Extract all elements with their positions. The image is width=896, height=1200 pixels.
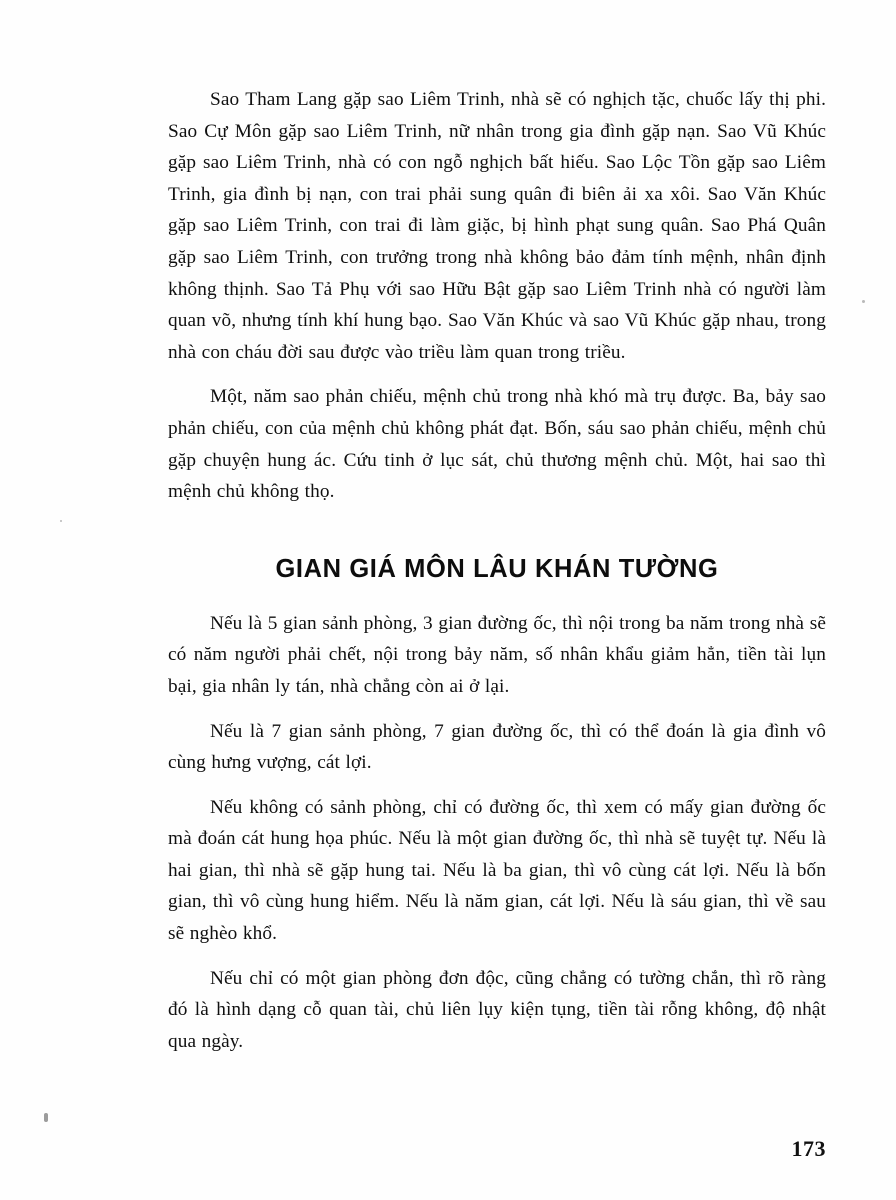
paragraph-5: Nếu không có sảnh phòng, chỉ có đường ốc, thì xem có mấy gian đường ốc mà đoán cát hung họa phúc. Nếu là một gian đường ốc, thì nhà sẽ tuyệt tự. Nếu là hai gian, thì nhà sẽ gặp hung tai. Nếu là ba gian, thì vô cùng cát lợi. Nếu là bốn gian, thì vô cùng hung hiểm. Nếu là năm gian, cát lợi. Nếu là sáu gian, thì về sau sẽ nghèo khổ. bbox=[168, 796, 826, 945]
section-heading: GIAN GIÁ MÔN LÂU KHÁN TƯỜNG bbox=[275, 554, 719, 583]
scan-artifact bbox=[60, 520, 62, 522]
scan-artifact bbox=[44, 1113, 48, 1122]
paragraph-2: Một, năm sao phản chiếu, mệnh chủ trong nhà khó mà trụ được. Ba, bảy sao phản chiếu, con của mệnh chủ không phát đạt. Bốn, sáu sao phản chiếu, mệnh chủ gặp chuyện hung ác. Cứu tinh ở lục sát, chủ thương mệnh chủ. Một, hai sao thì mệnh chủ không thọ. bbox=[168, 386, 826, 503]
page-number: 173 bbox=[791, 1136, 826, 1161]
paragraph-4: Nếu là 7 gian sảnh phòng, 7 gian đường ốc, thì có thể đoán là gia đình vô cùng hưng vượng, cát lợi. bbox=[168, 720, 826, 774]
paragraph-6: Nếu chỉ có một gian phòng đơn độc, cũng chẳng có tường chắn, thì rõ ràng đó là hình dạng cỗ quan tài, chủ liên lụy kiện tụng, tiền tài rỗng không, độ nhật qua ngày. bbox=[168, 967, 826, 1052]
page-body bbox=[168, 84, 826, 1057]
paragraph-3: Nếu là 5 gian sảnh phòng, 3 gian đường ốc, thì nội trong ba năm trong nhà sẽ có năm người phải chết, nội trong bảy năm, số nhân khẩu giảm hẳn, tiền tài lụn bại, gia nhân ly tán, nhà chẳng còn ai ở lại. bbox=[168, 612, 826, 697]
scan-artifact bbox=[862, 300, 865, 303]
paragraph-1: Sao Tham Lang gặp sao Liêm Trinh, nhà sẽ có nghịch tặc, chuốc lấy thị phi. Sao Cự Môn gặp sao Liêm Trinh, nữ nhân trong gia đình gặp nạn. Sao Vũ Khúc gặp sao Liêm Trinh, nhà có con ngỗ nghịch bất hiếu. Sao Lộc Tồn gặp sao Liêm Trinh, gia đình bị nạn, con trai phải sung quân đi biên ải xa xôi. Sao Văn Khúc gặp sao Liêm Trinh, con trai đi làm giặc, bị hình phạt sung quân. Sao Phá Quân gặp sao Liêm Trinh, con trưởng trong nhà không bảo đảm tính mệnh, nhân định không thịnh. Sao Tả Phụ với sao Hữu Bật gặp sao Liêm Trinh nhà có người làm quan võ, nhưng tính khí hung bạo. Sao Văn Khúc và sao Vũ Khúc gặp nhau, trong nhà con cháu đời sau được vào triều làm quan trong triều. bbox=[168, 89, 826, 363]
